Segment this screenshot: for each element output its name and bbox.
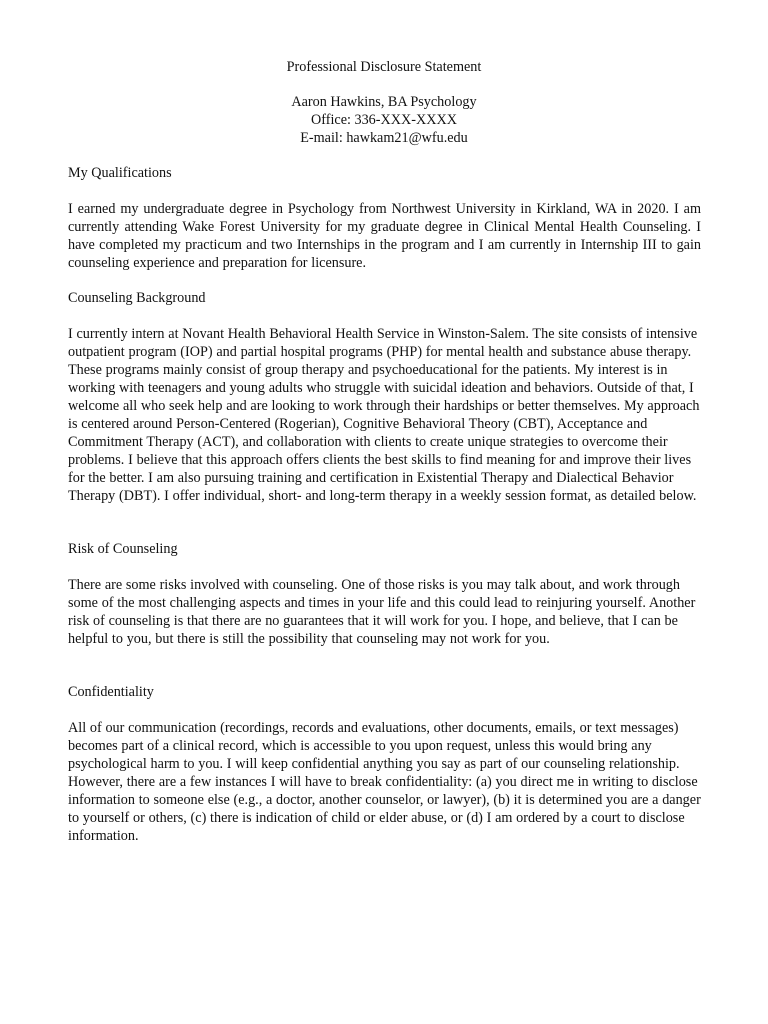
confidentiality-paragraph: All of our communication (recordings, records and evaluations, other documents, emails, or text messages) becomes part of a clinical record, which is accessible to you upon request, unless this would bring any psychological harm to you. I will keep confidential anything you say as part of our counseling relationship. However, there are a few instances I will have to break confidentiality: (a) you direct me in writing to disclose information to someone else (e.g., a doctor, another counselor, or lawyer), (b) it is determined you are a danger to yourself or others, (c) there is indication of child or elder abuse, or (d) I am ordered by a court to disclose information. <box>68 720 701 844</box>
qualifications-heading-block <box>68 164 701 182</box>
document-title: Professional Disclosure Statement <box>286 59 482 75</box>
author-block <box>0 93 768 111</box>
background-section <box>68 325 701 505</box>
document-header-title <box>0 58 768 76</box>
risk-paragraph: There are some risks involved with counseling. One of those risks is you may talk about, and work through some of the most challenging aspects and times in your life and this could lead to reinjuring yourself. Another risk of counseling is that there are no guarantees that it will work for you. I hope, and believe, that I can be helpful to you, but there is still the possibility that counseling may not work for you. <box>68 577 696 647</box>
background-heading: Counseling Background <box>68 290 206 306</box>
confidentiality-section <box>68 719 701 845</box>
email-address: E-mail: hawkam21@wfu.edu <box>300 130 468 146</box>
office-phone: Office: 336-XXX-XXXX <box>311 112 457 128</box>
qualifications-section <box>68 200 701 272</box>
qualifications-paragraph: I earned my undergraduate degree in Psychology from Northwest University in Kirkland, WA in 2020. I am currently attending Wake Forest University for my graduate degree in Clinical Mental Health Counseling. I have completed my practicum and two Internships in the program and I am currently in Internship III to gain counseling experience and preparation for licensure. <box>68 201 701 271</box>
background-heading-block <box>68 289 701 307</box>
risk-heading: Risk of Counseling <box>68 541 178 557</box>
risk-heading-block <box>68 540 701 558</box>
confidentiality-heading-block <box>68 683 701 701</box>
risk-section <box>68 576 701 648</box>
author-name: Aaron Hawkins, BA Psychology <box>291 94 477 110</box>
background-paragraph: I currently intern at Novant Health Behavioral Health Service in Winston-Salem. The site consists of intensive outpatient program (IOP) and partial hospital programs (PHP) for mental health and substance abuse therapy. These programs mainly consist of group therapy and psychoeducational for the patients. My interest is in working with teenagers and young adults who struggle with suicidal ideation and behaviors. Outside of that, I welcome all who seek help and are looking to work through their hardships or better themselves. My approach is centered around Person-Centered (Rogerian), Cognitive Behavioral Theory (CBT), Acceptance and Commitment Therapy (ACT), and collaboration with clients to create unique strategies to overcome their problems. I believe that this approach offers clients the best skills to find meaning for and improve their lives for the better. I am also pursuing training and certification in Existential Therapy and Dialectical Behavior Therapy (DBT). I offer individual, short- and long-term therapy in a weekly session format, as detailed below. <box>68 326 700 504</box>
email-block <box>0 129 768 147</box>
confidentiality-heading: Confidentiality <box>68 684 154 700</box>
office-block <box>0 111 768 129</box>
qualifications-heading: My Qualifications <box>68 165 172 181</box>
